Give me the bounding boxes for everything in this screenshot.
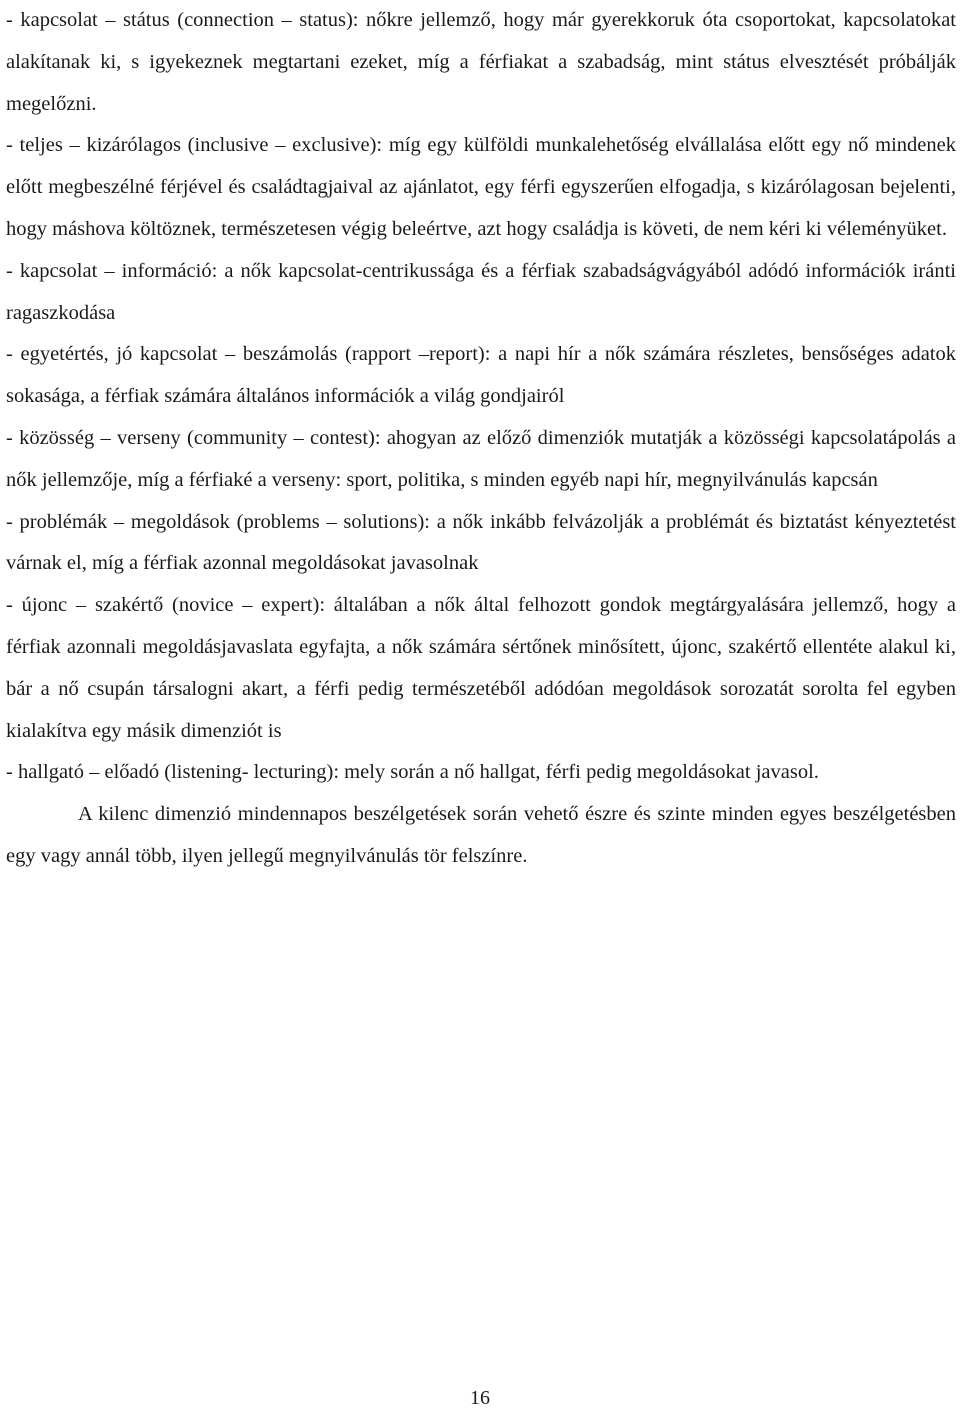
document-page [6, 0, 956, 878]
paragraph-connection-status: - kapcsolat – státus (connection – status): nőkre jellemző, hogy már gyerekkoruk óta csoportokat, kapcsolatokat alakítanak ki, s igyekeznek megtartani ezeket, míg a férfiakat a szabadság, mint státus elvesztését próbálják megelőzni. [6, 9, 956, 115]
paragraph-listening-lecturing: - hallgató – előadó (listening- lecturing): mely során a nő hallgat, férfi pedig megoldásokat javasol. [6, 761, 819, 784]
page-number: 16 [470, 1387, 490, 1409]
paragraph-problems-solutions: - problémák – megoldások (problems – solutions): a nők inkább felvázolják a problémát és biztatást kényeztetést várnak el, míg a férfiak azonnal megoldásokat javasolnak [6, 510, 956, 575]
paragraph-summary: A kilenc dimenzió mindennapos beszélgetések során vehető észre és szinte minden egyes beszélgetésben egy vagy annál több, ilyen jellegű megnyilvánulás tör felszínre. [6, 803, 956, 867]
paragraph-community-contest: - közösség – verseny (community – contest): ahogyan az előző dimenziók mutatják a közösségi kapcsolatápolás a nők jellemzője, míg a férfiaké a verseny: sport, politika, s minden egyéb napi hír, megnyilvánulás kapcsán [6, 426, 956, 491]
paragraph-rapport-report: - egyetértés, jó kapcsolat – beszámolás (rapport –report): a napi hír a nők számára részletes, bensőséges adatok sokasága, a férfiak számára általános információk a világ gondjairól [6, 343, 956, 408]
paragraph-inclusive-exclusive: - teljes – kizárólagos (inclusive – exclusive): míg egy külföldi munkalehetőség elvállalása előtt egy nő mindenek előtt megbeszélné férjével és családtagjaival az ajánlatot, egy férfi egyszerűen elfogadja, s kizárólagosan bejelenti, hogy máshova költöznek, természetesen végig beleértve, azt hogy családja is követi, de nem kéri ki véleményüket. [6, 134, 956, 240]
paragraph-novice-expert: - újonc – szakértő (novice – expert): általában a nők által felhozott gondok megtárgyalására jellemző, hogy a férfiak azonnali megoldásjavaslata egyfajta, a nők számára sértőnek minősített, újonc, szakértő ellentéte alakul ki, bár a nő csupán társalogni akart, a férfi pedig természetéből adódóan megoldások sorozatát sorolta fel egyben kialakítva egy másik dimenziót is [6, 594, 956, 742]
paragraph-connection-information: - kapcsolat – információ: a nők kapcsolat-centrikussága és a férfiak szabadságvágyából adódó információk iránti ragaszkodása [6, 259, 956, 324]
